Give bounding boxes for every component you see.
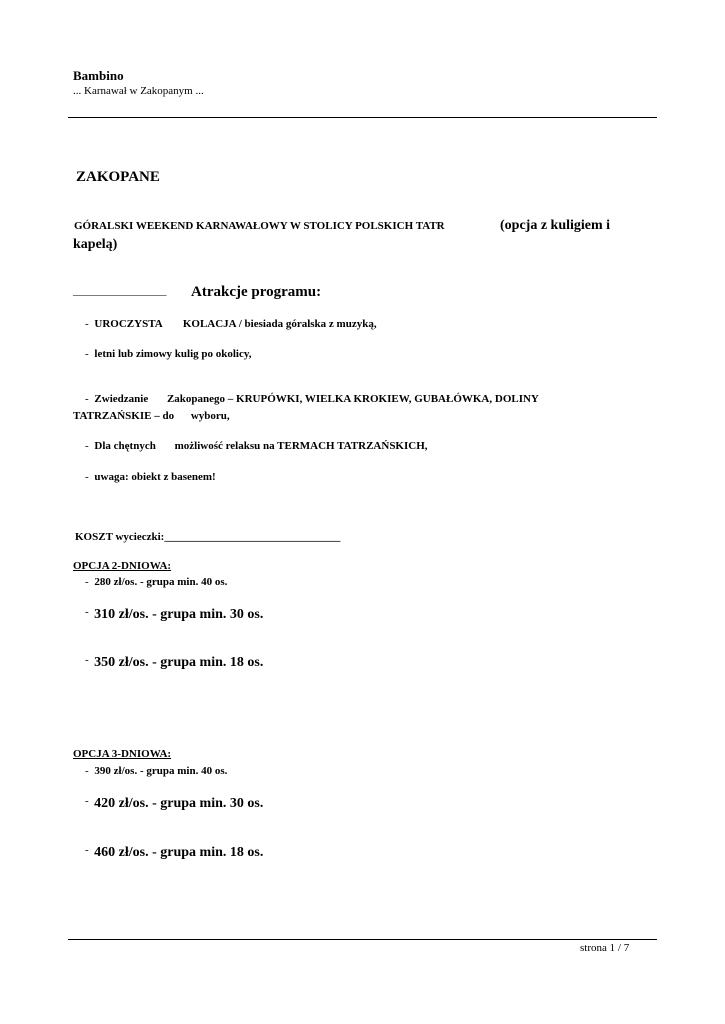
price-row [85,765,227,777]
trip-option-note: (opcja z kuligiem i [500,218,611,233]
list-text: uwaga: obiekt z basenem! [94,471,216,483]
price-dash: - [85,606,89,618]
price-text: 350 zł/os. - grupa min. 18 os. [94,655,264,670]
list-item [85,348,252,360]
attractions-underline: _________________ [73,285,167,297]
price-dash: - [85,576,89,588]
list-dash: - [85,440,89,452]
price-row [85,795,263,812]
header-subtitle: ... Karnawał w Zakopanym ... [73,85,204,97]
list-text: letni lub zimowy kulig po okolicy, [94,348,252,360]
list-text: Dla chętnych [94,440,156,452]
list-text: Zwiedzanie [94,393,149,405]
price-text: 310 zł/os. - grupa min. 30 os. [94,607,264,622]
price-row [85,654,263,671]
list-text: TATRZAŃSKIE – do [73,410,175,422]
footer-rule [68,939,657,940]
list-dash: - [85,348,89,360]
list-text-cont: wyboru, [190,410,230,422]
trip-subtitle: GÓRALSKI WEEKEND KARNAWAŁOWY W STOLICY POLSKICH TATR [74,220,445,232]
list-item [85,393,539,405]
list-text: UROCZYSTA [94,318,163,330]
page-title: ZAKOPANE [76,169,160,185]
option2-heading: OPCJA 2-DNIOWA: [73,560,172,572]
page-number: strona 1 / 7 [580,942,630,954]
price-row [85,844,263,861]
company-name: Bambino [73,68,124,83]
list-text-cont: Zakopanego – KRUPÓWKI, WIELKA KROKIEW, GUBAŁÓWKA, DOLINY [166,393,539,405]
list-item [85,318,377,330]
list-dash: - [85,393,89,405]
price-dash: - [85,765,89,777]
list-text-cont: możliwość relaksu na TERMACH TATRZAŃSKICH, [174,440,428,452]
list-item-line2 [73,410,230,422]
price-dash: - [85,844,89,856]
list-dash: - [85,471,89,483]
price-row [85,576,227,588]
header-rule [68,117,657,118]
list-dash: - [85,318,89,330]
price-text: 390 zł/os. - grupa min. 40 os. [94,765,228,777]
option3-heading: OPCJA 3-DNIOWA: [73,748,172,760]
price-dash: - [85,654,89,666]
price-text: 420 zł/os. - grupa min. 30 os. [94,796,264,811]
trip-option-note-cont: kapelą) [73,237,118,252]
price-dash: - [85,795,89,807]
price-text: 460 zł/os. - grupa min. 18 os. [94,845,264,860]
list-item [85,471,216,483]
cost-label: KOSZT wycieczki:________________________________ [75,531,341,543]
list-text-cont: KOLACJA / biesiada góralska z muzyką, [182,318,377,330]
price-text: 280 zł/os. - grupa min. 40 os. [94,576,228,588]
price-row [85,606,263,623]
list-item [85,440,428,452]
attractions-heading: Atrakcje programu: [191,284,322,300]
